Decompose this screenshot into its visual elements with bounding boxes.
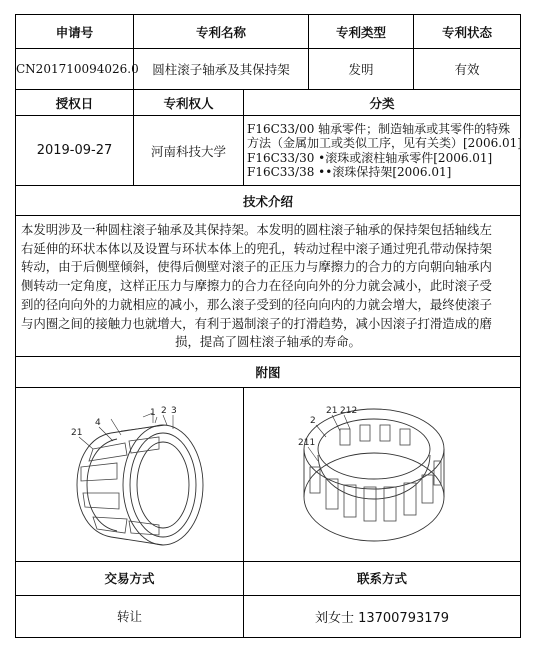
callout-3: 3 xyxy=(170,405,177,416)
footer-values-row xyxy=(16,595,521,637)
application-number-header: 申请号 xyxy=(16,15,134,49)
contact-value: 刘女士 13700793179 xyxy=(244,595,521,637)
callout-212: 212 xyxy=(340,405,358,416)
classification-line: F16C33/00 轴承零件；制造轴承或其零件的特殊 xyxy=(247,121,511,136)
values-row-2 xyxy=(16,116,521,186)
footer-header-row xyxy=(16,561,521,595)
header-row-1 xyxy=(16,15,521,49)
classification-line: 方法（金属加工或类似工序，见有关类）[2006.01] xyxy=(247,136,522,150)
classification-header: 分类 xyxy=(244,90,521,116)
callout-1: 1 xyxy=(149,407,156,418)
patent-status-value: 有效 xyxy=(414,49,521,90)
grant-date-value: 2019-09-27 xyxy=(16,116,134,186)
intro-line: 转动，由于后侧壁倾斜，使得后侧壁对滚子的正压力与摩擦力的合力的方向朝向轴承内 xyxy=(21,259,492,275)
figures-header-row xyxy=(16,356,521,387)
patent-status-header: 专利状态 xyxy=(414,15,521,49)
patentee-value: 河南科技大学 xyxy=(134,116,244,186)
figures-header: 附图 xyxy=(16,356,521,387)
patent-table xyxy=(15,14,521,638)
application-number-value: CN201710094026.0 xyxy=(16,49,134,90)
tech-intro-header: 技术介绍 xyxy=(16,186,521,216)
callout-211: 211 xyxy=(298,437,316,448)
patent-name-value: 圆柱滚子轴承及其保持架 xyxy=(134,49,309,90)
header-row-2 xyxy=(16,90,521,116)
trade-method-header: 交易方式 xyxy=(16,561,244,595)
patent-name-header: 专利名称 xyxy=(134,15,309,49)
patent-type-value: 发明 xyxy=(309,49,414,90)
figure-left-cell xyxy=(16,387,244,561)
classification-value xyxy=(244,116,521,186)
grant-date-header: 授权日 xyxy=(16,90,134,116)
callout-21: 21 xyxy=(70,427,82,438)
intro-line: 本发明涉及一种圆柱滚子轴承及其保持架。本发明的圆柱滚子轴承的保持架包括轴线左 xyxy=(21,222,492,237)
tech-intro-text xyxy=(16,216,521,357)
callout-21: 21 xyxy=(326,405,338,416)
values-row-1 xyxy=(16,49,521,90)
callout-2: 2 xyxy=(310,415,316,426)
patentee-header: 专利权人 xyxy=(134,90,244,116)
figure-right-cell xyxy=(244,387,521,561)
intro-line: 到的径向向外的力就相应的减小，那么滚子受到的径向向内的力就会增大，最终使滚子 xyxy=(21,296,492,312)
callout-2: 2 xyxy=(160,405,167,416)
tech-intro-row xyxy=(16,216,521,357)
tech-intro-header-row xyxy=(16,186,521,216)
callout-4: 4 xyxy=(94,417,101,428)
intro-line: 与内圈之间的接触力也就增大，有利于遏制滚子的打滑趋势，减小因滚子打滑造成的磨 xyxy=(21,315,492,331)
bearing-drawing-right xyxy=(244,389,520,557)
classification-line: F16C33/30 •滚珠或滚柱轴承零件[2006.01] xyxy=(247,150,493,165)
bearing-drawing-left xyxy=(17,389,243,557)
classification-line: F16C33/38 ••滚珠保持架[2006.01] xyxy=(247,165,452,179)
patent-info-sheet xyxy=(15,14,520,638)
intro-line: 损，提高了圆柱滚子轴承的寿命。 xyxy=(175,334,361,350)
patent-type-header: 专利类型 xyxy=(309,15,414,49)
intro-line: 右延伸的环状本体以及设置与环状本体上的兜孔，转动过程中滚子通过兜孔带动保持架 xyxy=(21,240,492,256)
trade-method-value: 转让 xyxy=(16,595,244,637)
figures-row xyxy=(16,387,521,561)
contact-header: 联系方式 xyxy=(244,561,521,595)
intro-line: 侧转动一定角度，这样正压力与摩擦力的合力在径向向外的分力就会减小，此时滚子受 xyxy=(21,278,492,294)
